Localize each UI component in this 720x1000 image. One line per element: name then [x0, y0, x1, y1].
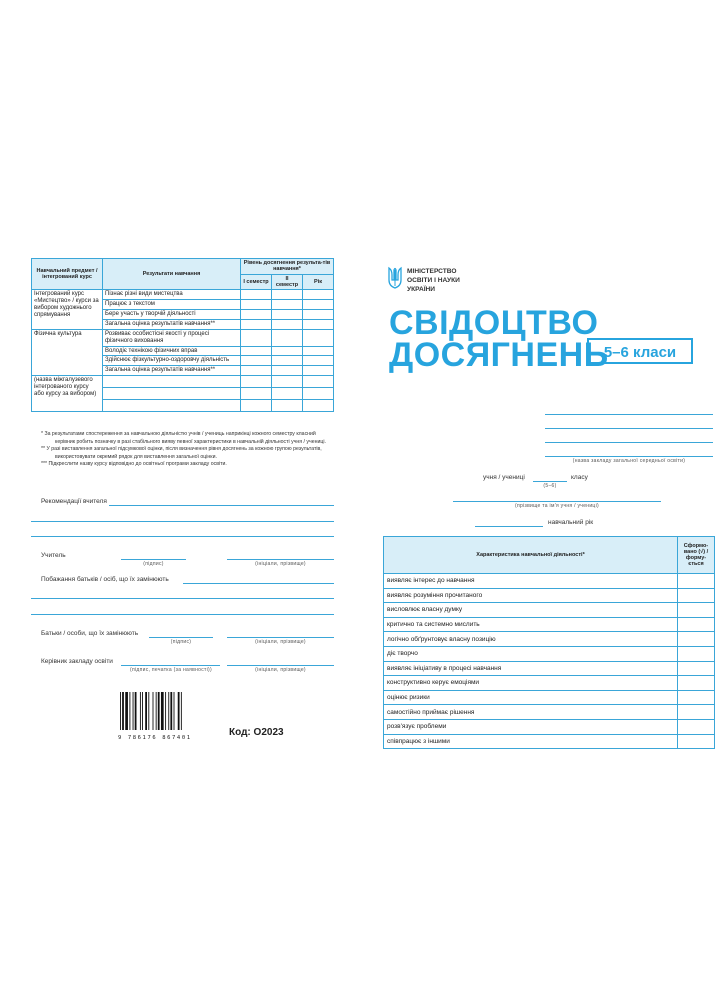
class-label: класу: [571, 474, 588, 481]
characteristic-cell: співпрацює з іншими: [384, 734, 678, 749]
barcode-bar: [174, 692, 175, 730]
barcode-bar: [129, 692, 130, 730]
formed-checkbox-cell[interactable]: [678, 734, 715, 749]
grade-cell[interactable]: [241, 329, 272, 346]
ministry-line-2: ОСВІТИ І НАУКИ: [407, 276, 460, 284]
subject-cell: Фізична культура: [32, 329, 103, 375]
grade-cell[interactable]: [303, 388, 334, 400]
characteristic-cell: логічно обґрунтовує власну позицію: [384, 632, 678, 647]
grade-cell[interactable]: [241, 400, 272, 412]
characteristic-row: [384, 661, 715, 676]
barcode-digits: 9 786176 867401: [118, 735, 192, 741]
parents-signature-caption: (підпис): [170, 639, 192, 645]
grade-cell[interactable]: [241, 310, 272, 320]
footnote-3: *** Підкреслити назву курсу відповідно до освітньої програми закладу освіти.: [41, 461, 227, 468]
header-results: Результати навчання: [103, 259, 241, 290]
grade-cell[interactable]: [241, 356, 272, 366]
result-cell: Працює з текстом: [103, 300, 241, 310]
characteristic-cell: висловлює власну думку: [384, 603, 678, 618]
teacher-signature-caption: (підпис): [143, 561, 164, 567]
product-code: Код: О2023: [229, 727, 284, 738]
barcode-bar: [181, 692, 182, 730]
pupil-label: учня / учениці: [483, 474, 525, 481]
result-cell: Бере участь у творчій діяльності: [103, 310, 241, 320]
formed-checkbox-cell[interactable]: [678, 719, 715, 734]
barcode-bar: [153, 692, 154, 730]
subject-cell: (назва міжгалузевого інтегрованого курсу або курсу за вибором): [32, 376, 103, 412]
ministry-line-3: УКРАЇНИ: [407, 285, 436, 293]
formed-checkbox-cell[interactable]: [678, 705, 715, 720]
grade-cell[interactable]: [272, 346, 303, 356]
formed-checkbox-cell[interactable]: [678, 661, 715, 676]
characteristic-row: [384, 632, 715, 647]
head-signature-caption: (підпис, печатка (за наявності)): [130, 667, 212, 673]
grade-cell[interactable]: [272, 400, 303, 412]
grade-cell[interactable]: [303, 290, 334, 300]
footnotes: [41, 431, 336, 469]
subject-cell: Інтегрований курс «Мистецтво» / курси за вибором художнього спрямування: [32, 290, 103, 330]
grade-cell[interactable]: [241, 300, 272, 310]
header-subject: Навчальний предмет / інтегрований курс: [32, 259, 103, 290]
formed-checkbox-cell[interactable]: [678, 632, 715, 647]
grade-cell[interactable]: [303, 300, 334, 310]
header-sem2: ІІ семестр: [272, 274, 303, 290]
formed-checkbox-cell[interactable]: [678, 588, 715, 603]
grade-cell[interactable]: [241, 388, 272, 400]
table-row: [32, 376, 334, 388]
barcode-bar: [145, 692, 147, 730]
characteristic-cell: виявляє розуміння прочитаного: [384, 588, 678, 603]
characteristic-row: [384, 676, 715, 691]
grade-cell[interactable]: [272, 356, 303, 366]
formed-checkbox-cell[interactable]: [678, 676, 715, 691]
characteristic-cell: конструктивно керує емоціями: [384, 676, 678, 691]
characteristic-row: [384, 574, 715, 589]
result-cell: Пізнає різні види мистецтва: [103, 290, 241, 300]
result-cell: [103, 376, 241, 388]
characteristic-cell: діє творчо: [384, 646, 678, 661]
barcode-bar: [125, 692, 128, 730]
teacher-label: Учитель: [41, 552, 66, 559]
name-caption: (прізвище та ім'я учня / учениці): [515, 503, 599, 509]
characteristic-cell: розв'язує проблеми: [384, 719, 678, 734]
barcode-bar: [170, 692, 172, 730]
barcode-bar: [135, 692, 137, 730]
table-row: [32, 290, 334, 300]
school-caption: (назва закладу загальної середньої освіти): [572, 458, 686, 464]
grade-cell[interactable]: [272, 300, 303, 310]
result-cell: [103, 388, 241, 400]
table-row: [32, 329, 334, 346]
header-level: Рівень досягнення результа-тів навчання*: [241, 259, 334, 275]
result-cell: Здійснює фізкультурно-оздоровчу діяльність: [103, 356, 241, 366]
header-sem1: І семестр: [241, 274, 272, 290]
grade-cell[interactable]: [303, 356, 334, 366]
grade-cell[interactable]: [272, 319, 303, 329]
header-formed: Сформо-вано (√) / форму-ється: [678, 537, 715, 574]
grade-cell[interactable]: [272, 329, 303, 346]
grade-cell[interactable]: [241, 346, 272, 356]
grade-cell[interactable]: [272, 366, 303, 376]
characteristic-row: [384, 588, 715, 603]
grade-cell[interactable]: [272, 376, 303, 388]
formed-checkbox-cell[interactable]: [678, 574, 715, 589]
grade-cell[interactable]: [303, 400, 334, 412]
grade-cell[interactable]: [241, 319, 272, 329]
grade-cell[interactable]: [272, 310, 303, 320]
characteristic-cell: оцінює ризики: [384, 690, 678, 705]
parents-label: Батьки / особи, що їх замінюють: [41, 630, 139, 637]
grade-cell[interactable]: [303, 376, 334, 388]
parents-wishes-label: Побажання батьків / осіб, що їх замінюють: [41, 576, 169, 583]
grade-cell[interactable]: [303, 319, 334, 329]
grade-cell[interactable]: [241, 366, 272, 376]
characteristic-row: [384, 719, 715, 734]
parents-initials-caption: (ініціали, прізвище): [255, 639, 306, 645]
barcode-bar: [161, 692, 164, 730]
ministry-name: [407, 268, 460, 295]
results-table: [31, 258, 334, 412]
title-line-2: ДОСЯГНЕНЬ: [389, 336, 609, 374]
formed-checkbox-cell[interactable]: [678, 690, 715, 705]
grade-cell[interactable]: [303, 329, 334, 346]
formed-checkbox-cell[interactable]: [678, 603, 715, 618]
characteristic-row: [384, 705, 715, 720]
formed-checkbox-cell[interactable]: [678, 617, 715, 632]
characteristic-cell: критично та системно мислить: [384, 617, 678, 632]
characteristic-row: [384, 603, 715, 618]
grade-cell[interactable]: [272, 290, 303, 300]
result-cell: [103, 400, 241, 412]
barcode: [118, 692, 208, 741]
barcode-bar: [168, 692, 169, 730]
barcode-bar: [140, 692, 141, 730]
barcode-bar: [156, 692, 157, 730]
result-cell: Володіє технікою фізичних вправ: [103, 346, 241, 356]
recommendations-label: Рекомендації вчителя: [41, 498, 107, 505]
barcode-bar: [133, 692, 134, 730]
ministry-line-1: МІНІСТЕРСТВО: [407, 268, 457, 275]
barcode-bar: [122, 692, 124, 730]
head-label: Керівник закладу освіти: [41, 658, 113, 665]
grade-cell[interactable]: [303, 310, 334, 320]
head-initials-caption: (ініціали, прізвище): [255, 667, 306, 673]
grade-cell[interactable]: [303, 346, 334, 356]
trident-emblem-icon: [387, 266, 403, 290]
teacher-initials-caption: (ініціали, прізвище): [255, 561, 306, 567]
class-caption: (5–6): [543, 483, 557, 489]
characteristic-cell: виявляє інтерес до навчання: [384, 574, 678, 589]
barcode-bar: [158, 692, 160, 730]
barcode-bar: [120, 692, 121, 730]
characteristics-table: [383, 536, 715, 749]
characteristic-row: [384, 734, 715, 749]
result-cell: Розвиває особистісні якості у процесі фізичного виховання: [103, 329, 241, 346]
grade-cell[interactable]: [272, 388, 303, 400]
characteristic-row: [384, 690, 715, 705]
result-cell: Загальна оцінка результатів навчання**: [103, 366, 241, 376]
grade-cell[interactable]: [241, 376, 272, 388]
characteristic-row: [384, 617, 715, 632]
footnote-1: * За результатами спостереження за навчальною діяльністю учнів / учениць наприкінці кожного семестру класний керівник робить позначку в разі стабільного вияву певної характеристики в навчальній діяльності учня / учениці.: [41, 431, 326, 445]
footnote-2: ** У разі виставлення загальної підсумкової оцінки, після визначення рівня досягнень за кожною групою результатів, використовувати окремий рядок для виставлення загальної оцінки.: [41, 446, 322, 460]
barcode-bar: [142, 692, 143, 730]
grade-badge: 5–6 класи: [587, 338, 693, 364]
characteristic-cell: самостійно приймає рішення: [384, 705, 678, 720]
header-year: Рік: [303, 274, 334, 290]
formed-checkbox-cell[interactable]: [678, 646, 715, 661]
title-line-1: СВІДОЦТВО: [389, 304, 599, 342]
result-cell: Загальна оцінка результатів навчання**: [103, 319, 241, 329]
grade-cell[interactable]: [303, 366, 334, 376]
header-characteristic: Характеристика навчальної діяльності*: [384, 537, 678, 574]
year-label: навчальний рік: [548, 519, 594, 526]
barcode-bar: [165, 692, 166, 730]
barcode-bar: [178, 692, 180, 730]
characteristic-cell: виявляє ініціативу в процесі навчання: [384, 661, 678, 676]
grade-cell[interactable]: [241, 290, 272, 300]
barcode-bar: [148, 692, 149, 730]
characteristic-row: [384, 646, 715, 661]
